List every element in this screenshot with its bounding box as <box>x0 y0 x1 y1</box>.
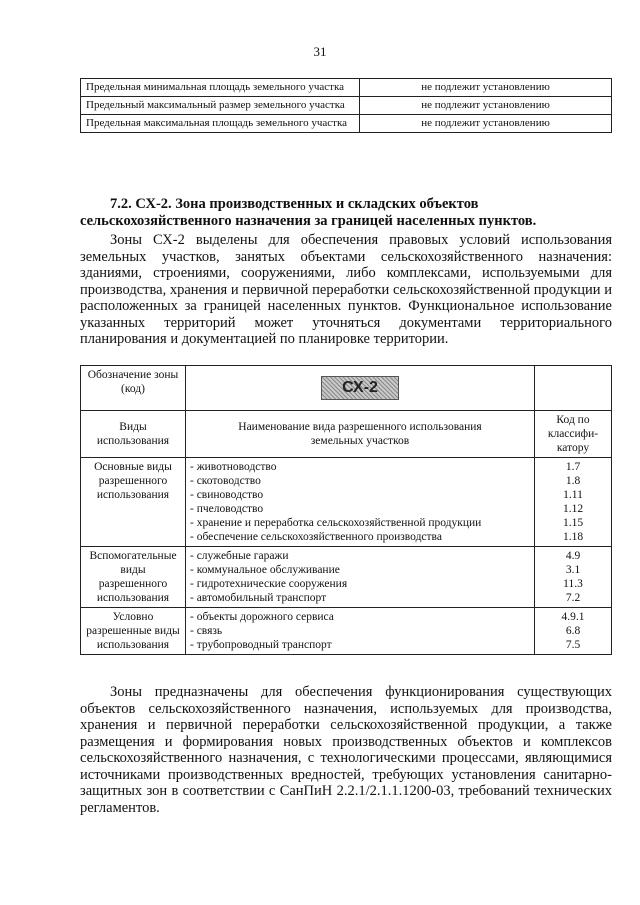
paragraph-intro <box>80 232 612 348</box>
code-item: 1.8 <box>565 475 581 487</box>
column-header-name: Наименование вида разрешенного использования земельных участков <box>186 411 535 458</box>
use-codes-cell <box>535 608 612 655</box>
use-type-cell: Вспомогательные виды разрешенного использования <box>81 547 186 608</box>
param-cell: Предельный максимальный размер земельного участка <box>81 97 360 115</box>
column-header-row <box>81 411 612 458</box>
paragraph-purpose <box>80 684 612 816</box>
section-heading <box>80 196 612 230</box>
value-cell: не подлежит установлению <box>360 115 612 133</box>
code-item: 7.2 <box>565 592 581 604</box>
param-cell: Предельная максимальная площадь земельного участка <box>81 115 360 133</box>
code-item: 1.15 <box>562 517 584 529</box>
section-number: 7.2. <box>110 196 132 212</box>
code-item: 7.5 <box>565 639 581 651</box>
code-item: 3.1 <box>565 564 581 576</box>
paragraph-purpose-text: Зоны предназначены для обеспечения функционирования существующих объектов сельскохозяйственного назначения, используемых для производства, хранения и первичной переработки сельскохозяйственной продукции, а также размещения и формирования новых производственных объектов и комплексов сельскохозяйственного назначения, с технологическими процессами, являющимися источниками производственных вредностей, требующих установления санитарно-защитных зон в соответствии с СанПиН 2.2.1/2.1.1.1200-03, требований технических регламентов. <box>80 684 612 816</box>
use-names-cell <box>186 458 535 547</box>
list-item: - коммунальное обслуживание <box>190 564 340 576</box>
table-row <box>81 79 612 97</box>
list-item: - автомобильный транспорт <box>190 592 327 604</box>
zone-header-row <box>81 366 612 411</box>
table-row <box>81 97 612 115</box>
code-item: 1.18 <box>562 531 584 543</box>
page-number: 31 <box>313 44 327 59</box>
zone-label-cell: Обозначение зоны (код) <box>81 366 186 411</box>
use-names-cell <box>186 547 535 608</box>
list-item: - свиноводство <box>190 489 264 501</box>
list-item: - хранение и переработка сельскохозяйственной продукции <box>190 517 482 529</box>
table-row <box>81 608 612 655</box>
use-type-cell: Основные виды разрешенного использования <box>81 458 186 547</box>
value-cell: не подлежит установлению <box>360 79 612 97</box>
paragraph-intro-text: Зоны СХ-2 выделены для обеспечения правовых условий использования земельных участков, занятых объектами сельскохозяйственного назначения: зданиями, строениями, сооружениями, либо комплексами, используемыми для производства, хранения и первичной переработки сельскохозяйственной продукции и расположенных за границей населенных пунктов. Функциональное использование указанных территорий может уточняться документами территориального планирования и документацией по планировке территории. <box>80 232 612 347</box>
list-item: - связь <box>190 625 223 637</box>
list-item: - скотоводство <box>190 475 261 487</box>
parameters-table <box>80 78 612 133</box>
code-item: 11.3 <box>563 578 583 590</box>
zone-code-badge: СХ-2 <box>321 376 399 400</box>
use-codes-cell <box>535 547 612 608</box>
list-item: - обеспечение сельскохозяйственного производства <box>190 531 442 543</box>
code-item: 4.9.1 <box>561 611 585 623</box>
list-item: - трубопроводный транспорт <box>190 639 332 651</box>
column-header-code: Код по классифи-катору <box>535 411 612 458</box>
code-item: 1.7 <box>565 461 581 473</box>
column-header-type: Виды использования <box>81 411 186 458</box>
list-item: - объекты дорожного сервиса <box>190 611 334 623</box>
zone-table <box>80 365 612 655</box>
code-item: 6.8 <box>565 625 581 637</box>
code-item: 1.11 <box>563 489 583 501</box>
list-item: - служебные гаражи <box>190 550 289 562</box>
table-row <box>81 547 612 608</box>
list-item: - животноводство <box>190 461 277 473</box>
use-names-cell <box>186 608 535 655</box>
table-row <box>81 115 612 133</box>
section-code: СХ-2. <box>135 196 172 212</box>
list-item: - пчеловодство <box>190 503 264 515</box>
zone-code-cell <box>186 366 535 411</box>
param-cell: Предельная минимальная площадь земельного участка <box>81 79 360 97</box>
list-item: - гидротехнические сооружения <box>190 578 348 590</box>
code-item: 4.9 <box>565 550 581 562</box>
use-codes-cell <box>535 458 612 547</box>
code-item: 1.12 <box>562 503 584 515</box>
section-title: Зона производственных и складских объектов сельскохозяйственного назначения за границей населенных пунктов. <box>80 196 537 229</box>
empty-cell <box>535 366 612 411</box>
use-type-cell: Условно разрешенные виды использования <box>81 608 186 655</box>
value-cell: не подлежит установлению <box>360 97 612 115</box>
table-row <box>81 458 612 547</box>
